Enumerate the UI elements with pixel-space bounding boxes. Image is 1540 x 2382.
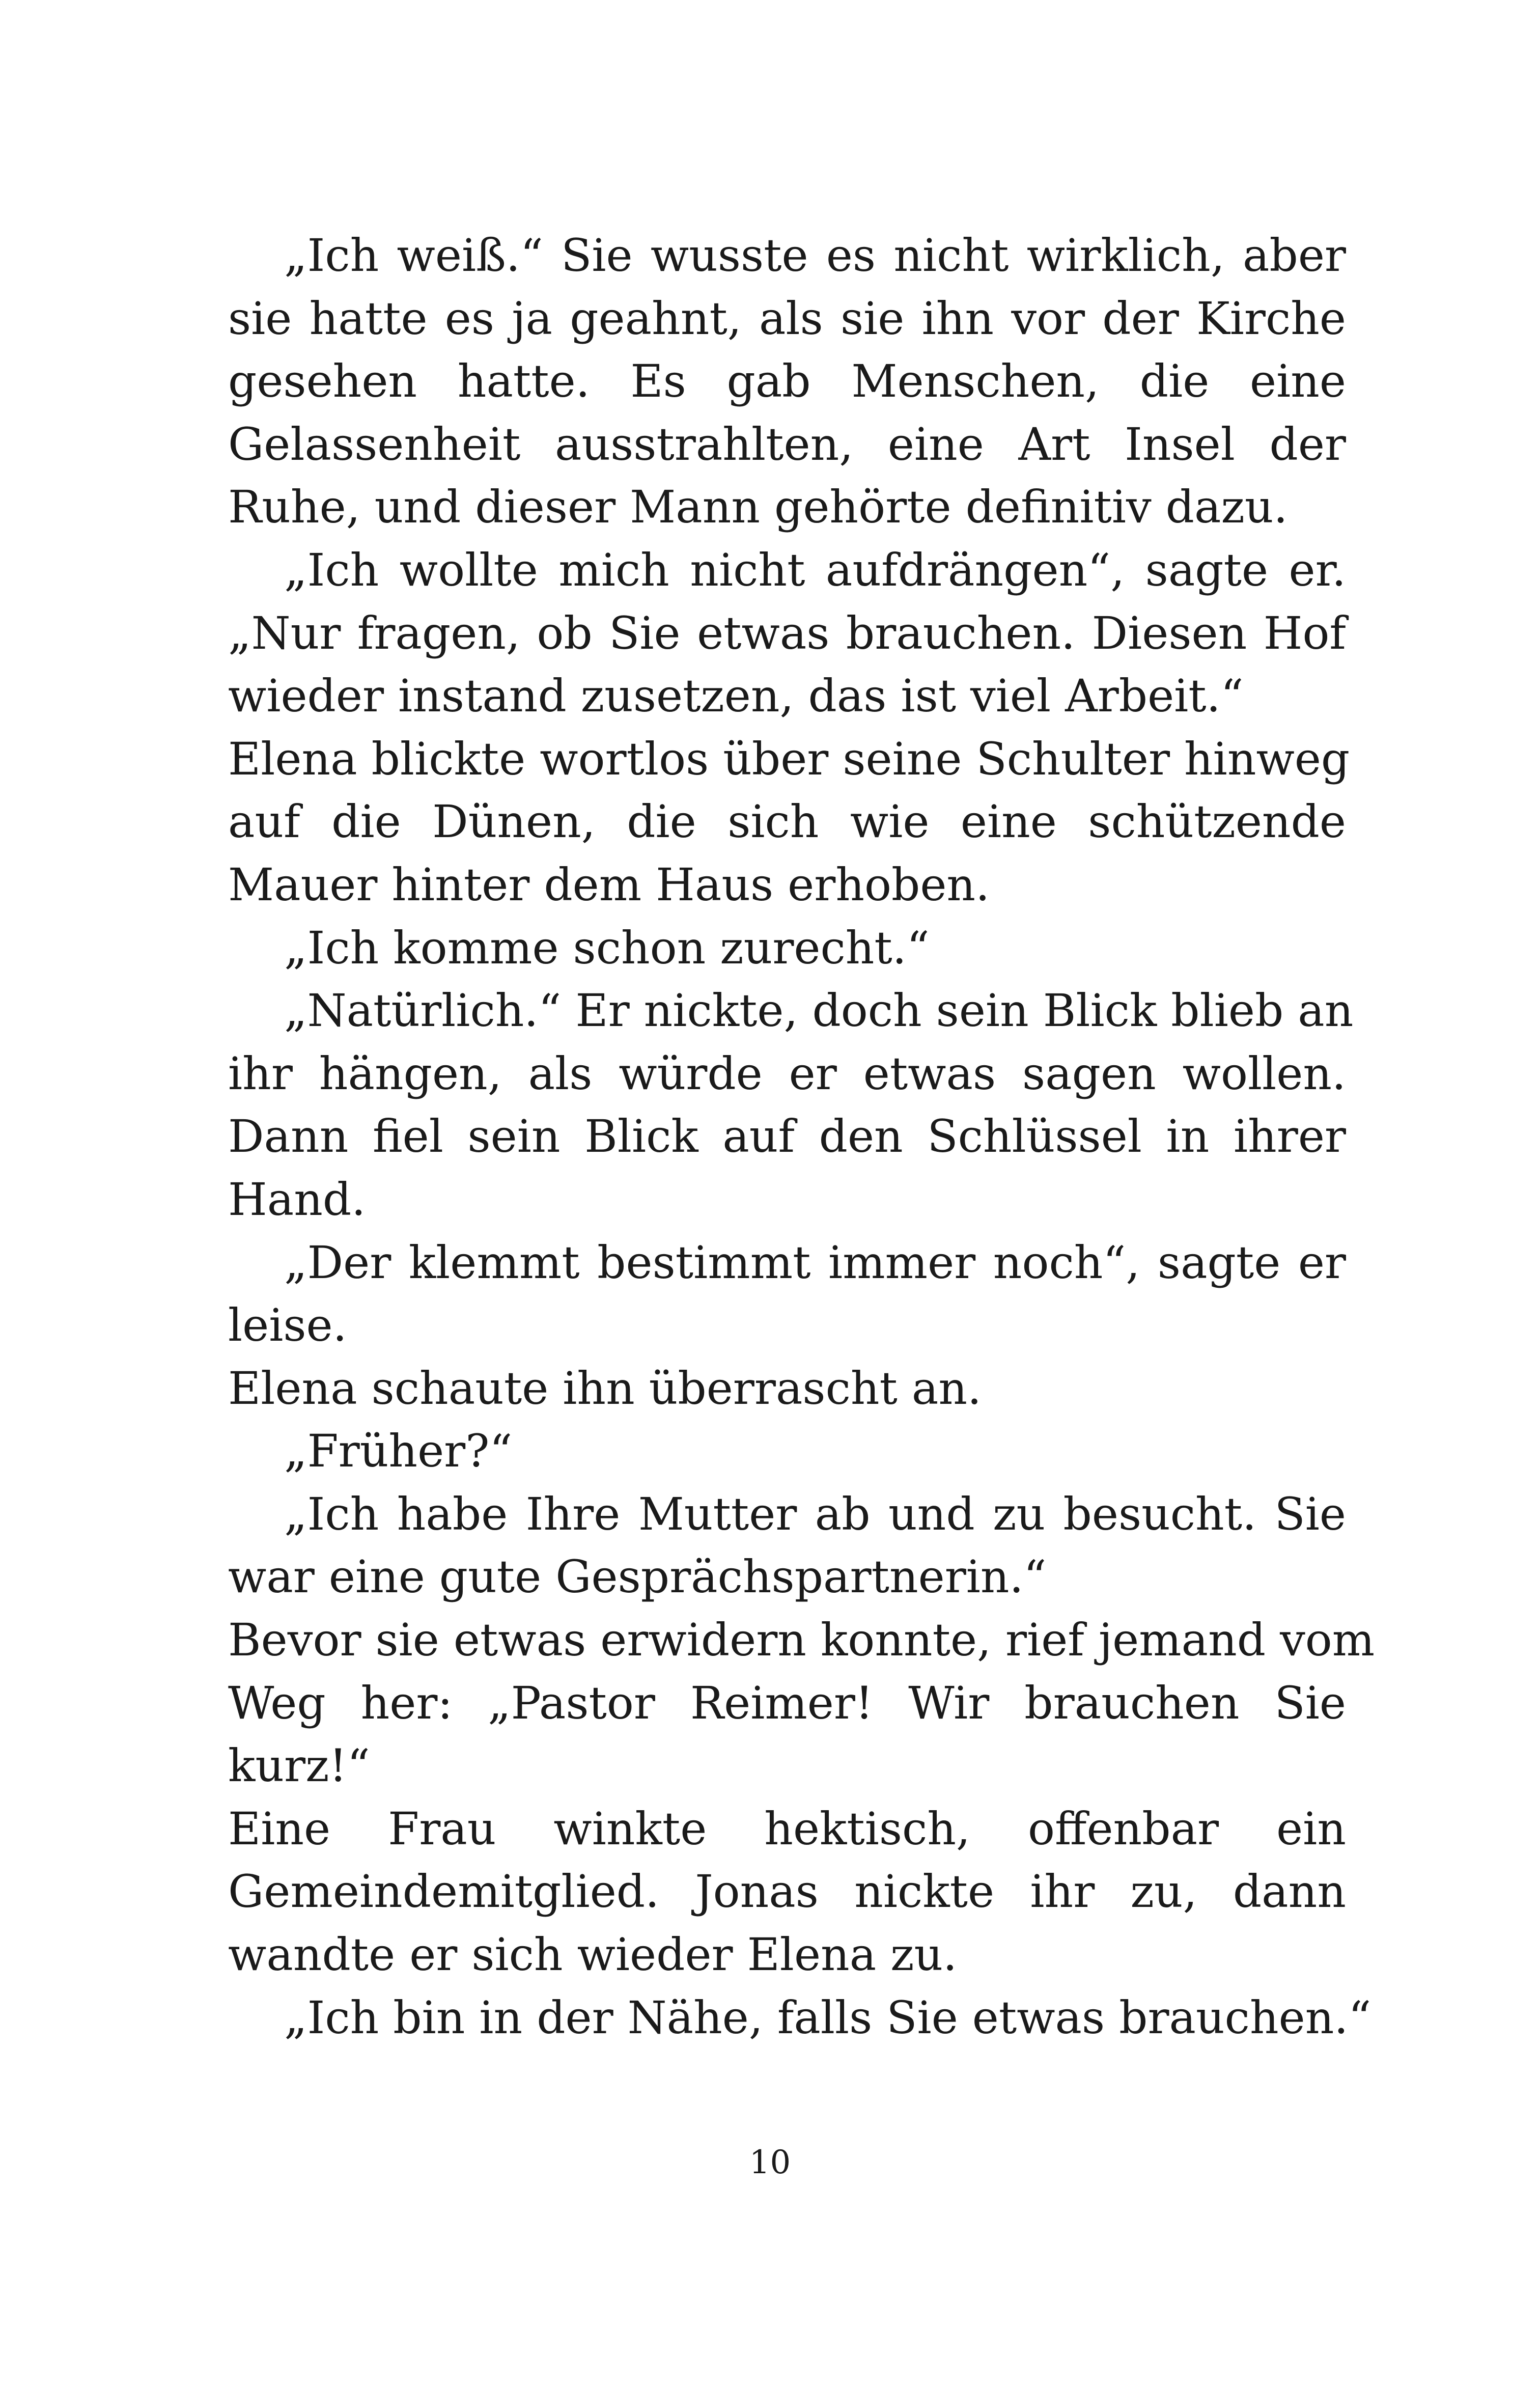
text-line: „Ich komme schon zurecht.“ — [284, 921, 930, 974]
body-text — [228, 224, 1375, 2049]
text-line: kurz!“ — [228, 1739, 370, 1792]
text-line: „Früher?“ — [284, 1425, 513, 1478]
text-line: Ruhe, und dieser Mann gehörte definitiv dazu. — [228, 481, 1288, 534]
text-line: gesehen hatte. Es gab Menschen, die eine — [228, 355, 1346, 408]
text-line: Elena schaute ihn überrascht an. — [228, 1362, 982, 1415]
text-line: Dann fiel sein Blick auf den Schlüssel in ihrer — [228, 1110, 1346, 1163]
text-line: „Ich bin in der Nähe, falls Sie etwas brauchen.“ — [284, 1991, 1371, 2044]
text-line: war eine gute Gesprächspartnerin.“ — [228, 1550, 1047, 1603]
text-line: Mauer hinter dem Haus erhoben. — [228, 858, 990, 911]
text-line: sie hatte es ja geahnt, als sie ihn vor der Kirche — [228, 292, 1346, 345]
text-line: „Ich weiß.“ Sie wusste es nicht wirklich, aber — [284, 229, 1346, 282]
page-number: 10 — [749, 2144, 791, 2181]
text-line: Hand. — [228, 1173, 366, 1226]
text-line: Eine Frau winkte hektisch, offenbar ein — [228, 1802, 1346, 1855]
text-line: „Ich habe Ihre Mutter ab und zu besucht. Sie — [284, 1487, 1346, 1540]
text-line: Bevor sie etwas erwidern konnte, rief jemand vom — [228, 1614, 1375, 1667]
text-line: Elena blickte wortlos über seine Schulter hinweg — [228, 732, 1350, 785]
text-line: auf die Dünen, die sich wie eine schützende — [228, 795, 1346, 848]
text-line: ihr hängen, als würde er etwas sagen wollen. — [228, 1047, 1346, 1100]
text-line: „Natürlich.“ Er nickte, doch sein Blick blieb an — [284, 984, 1354, 1037]
text-line: „Ich wollte mich nicht aufdrängen“, sagte er. — [284, 543, 1346, 596]
text-line: Weg her: „Pastor Reimer! Wir brauchen Sie — [228, 1676, 1346, 1729]
text-line: Gemeindemitglied. Jonas nickte ihr zu, dann — [228, 1865, 1346, 1918]
text-line: wandte er sich wieder Elena zu. — [228, 1928, 958, 1981]
text-line: „Nur fragen, ob Sie etwas brauchen. Diesen Hof — [228, 606, 1346, 659]
text-line: „Der klemmt bestimmt immer noch“, sagte er — [284, 1236, 1346, 1289]
text-line: leise. — [228, 1299, 347, 1352]
text-line: wieder instand zusetzen, das ist viel Arbeit.“ — [228, 670, 1244, 723]
text-line: Gelassenheit ausstrahlten, eine Art Insel der — [228, 418, 1346, 470]
